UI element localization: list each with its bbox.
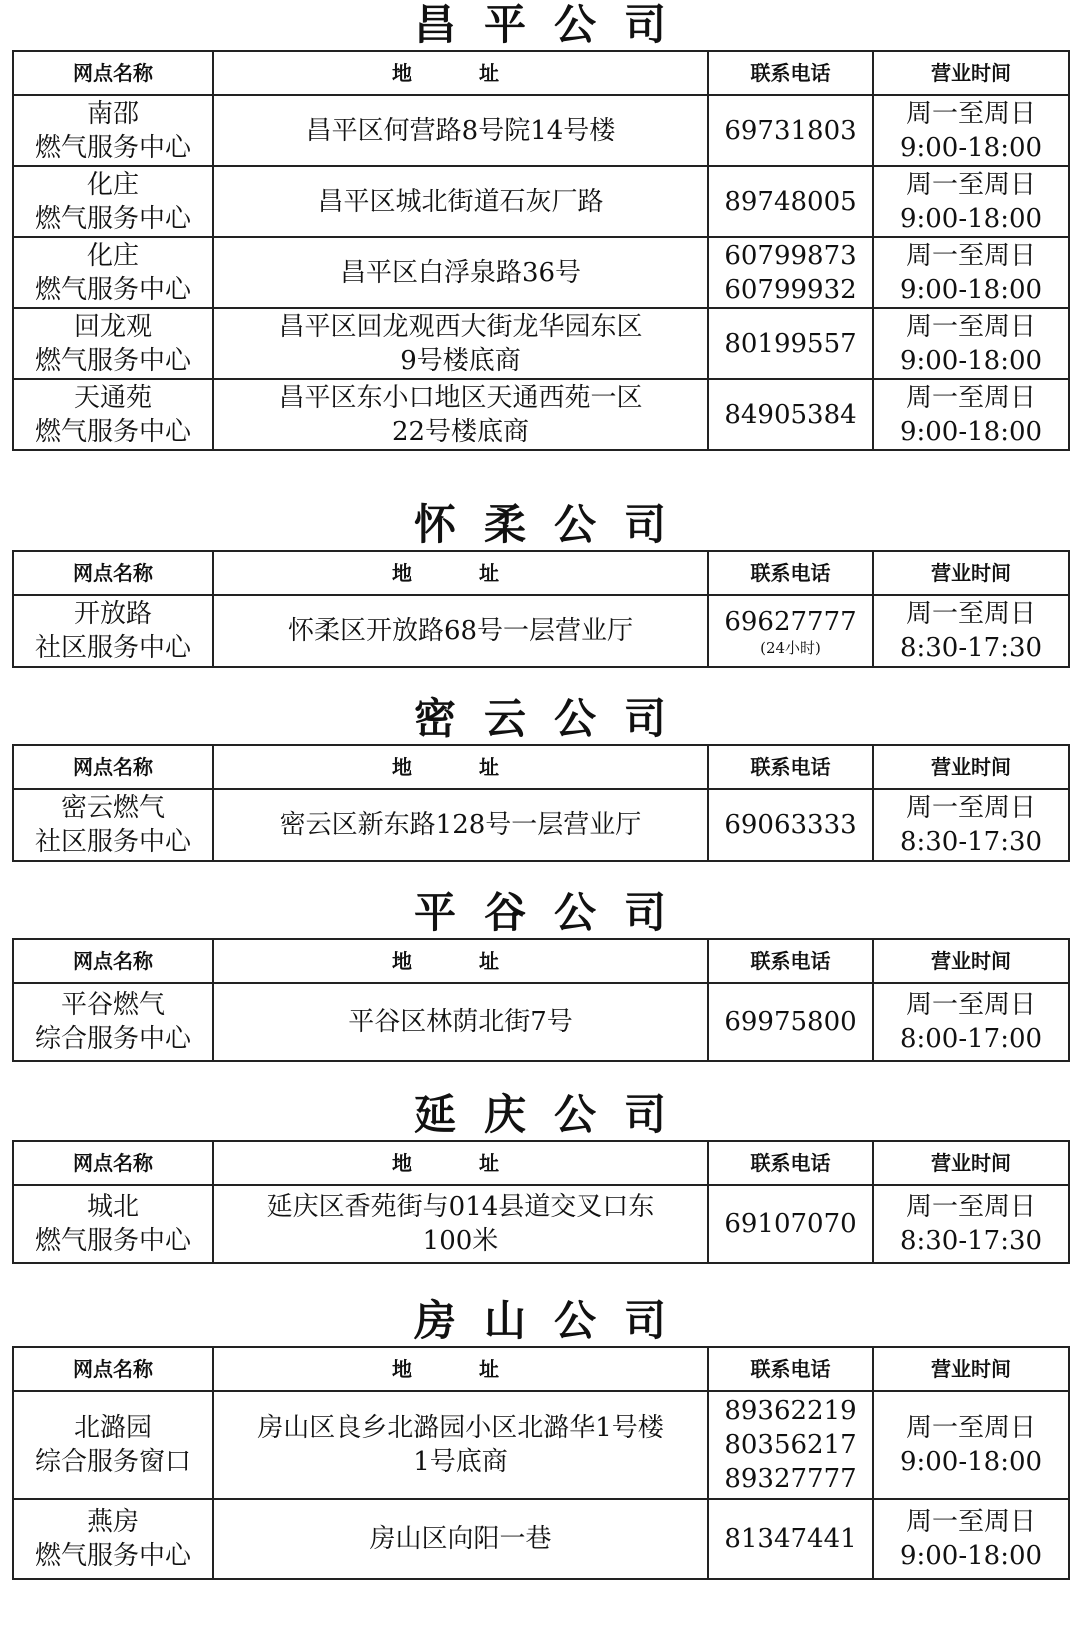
section-title: 平谷公司 <box>413 888 694 937</box>
branch-hours: 周一至周日 9:00-18:00 <box>873 237 1069 308</box>
section-title: 怀柔公司 <box>413 500 694 549</box>
branch-address: 密云区新东路128号一层营业厅 <box>213 789 708 861</box>
header-hours: 营业时间 <box>873 1347 1069 1391</box>
header-address: 地 址 <box>213 551 708 595</box>
phone-note: (24小时) <box>760 639 821 657</box>
branch-address: 房山区向阳一巷 <box>213 1499 708 1579</box>
branch-phone: 60799873 60799932 <box>708 237 873 308</box>
header-address: 地 址 <box>213 1141 708 1185</box>
header-row <box>13 51 1069 95</box>
header-address: 地 址 <box>213 1347 708 1391</box>
header-name: 网点名称 <box>13 939 213 983</box>
table-row <box>13 983 1069 1061</box>
branch-name: 化庄 燃气服务中心 <box>13 166 213 237</box>
table-row <box>13 237 1069 308</box>
header-name: 网点名称 <box>13 51 213 95</box>
branch-address: 房山区良乡北潞园小区北潞华1号楼 1号底商 <box>213 1391 708 1499</box>
header-phone: 联系电话 <box>708 1347 873 1391</box>
header-name: 网点名称 <box>13 551 213 595</box>
branch-phone: 81347441 <box>708 1499 873 1579</box>
branch-table <box>12 744 1070 862</box>
table-row <box>13 1391 1069 1499</box>
branch-address: 昌平区白浮泉路36号 <box>213 237 708 308</box>
branch-address: 怀柔区开放路68号一层营业厅 <box>213 595 708 667</box>
branch-hours: 周一至周日 8:30-17:30 <box>873 595 1069 667</box>
header-name: 网点名称 <box>13 1347 213 1391</box>
section-yanqing <box>12 1090 1068 1264</box>
header-hours: 营业时间 <box>873 1141 1069 1185</box>
branch-name: 回龙观 燃气服务中心 <box>13 308 213 379</box>
branch-phone: 69063333 <box>708 789 873 861</box>
branch-table <box>12 938 1070 1062</box>
section-title: 房山公司 <box>413 1296 694 1345</box>
branch-phone: 69627777 (24小时) <box>708 595 873 667</box>
branch-hours: 周一至周日 8:30-17:30 <box>873 1185 1069 1263</box>
header-phone: 联系电话 <box>708 939 873 983</box>
branch-name: 开放路 社区服务中心 <box>13 595 213 667</box>
branch-name: 北潞园 综合服务窗口 <box>13 1391 213 1499</box>
section-fangshan <box>12 1296 1068 1580</box>
section-title: 密云公司 <box>413 694 694 743</box>
section-title: 昌平公司 <box>413 0 694 49</box>
table-row <box>13 95 1069 166</box>
branch-hours: 周一至周日 9:00-18:00 <box>873 379 1069 450</box>
branch-phone: 84905384 <box>708 379 873 450</box>
header-name: 网点名称 <box>13 745 213 789</box>
branch-table <box>12 50 1070 451</box>
branch-hours: 周一至周日 9:00-18:00 <box>873 1391 1069 1499</box>
header-hours: 营业时间 <box>873 939 1069 983</box>
header-phone: 联系电话 <box>708 745 873 789</box>
branch-address: 昌平区回龙观西大街龙华园东区 9号楼底商 <box>213 308 708 379</box>
branch-hours: 周一至周日 9:00-18:00 <box>873 95 1069 166</box>
section-title: 延庆公司 <box>413 1090 694 1139</box>
branch-name: 南邵 燃气服务中心 <box>13 95 213 166</box>
branch-name: 化庄 燃气服务中心 <box>13 237 213 308</box>
branch-phone: 69975800 <box>708 983 873 1061</box>
branch-hours: 周一至周日 9:00-18:00 <box>873 166 1069 237</box>
header-row <box>13 551 1069 595</box>
branch-table <box>12 1140 1070 1264</box>
branch-address: 昌平区东小口地区天通西苑一区 22号楼底商 <box>213 379 708 450</box>
branch-table <box>12 1346 1070 1580</box>
branch-address: 昌平区何营路8号院14号楼 <box>213 95 708 166</box>
section-pinggu <box>12 888 1068 1062</box>
branch-name: 燕房 燃气服务中心 <box>13 1499 213 1579</box>
branch-name: 密云燃气 社区服务中心 <box>13 789 213 861</box>
header-row <box>13 1347 1069 1391</box>
branch-name: 平谷燃气 综合服务中心 <box>13 983 213 1061</box>
table-row <box>13 166 1069 237</box>
branch-hours: 周一至周日 8:00-17:00 <box>873 983 1069 1061</box>
header-address: 地 址 <box>213 51 708 95</box>
branch-hours: 周一至周日 8:30-17:30 <box>873 789 1069 861</box>
section-huairou <box>12 500 1068 668</box>
table-row <box>13 379 1069 450</box>
header-name: 网点名称 <box>13 1141 213 1185</box>
header-row <box>13 939 1069 983</box>
header-phone: 联系电话 <box>708 51 873 95</box>
branch-phone: 89748005 <box>708 166 873 237</box>
header-hours: 营业时间 <box>873 745 1069 789</box>
branch-phone: 69107070 <box>708 1185 873 1263</box>
header-row <box>13 1141 1069 1185</box>
branch-hours: 周一至周日 9:00-18:00 <box>873 1499 1069 1579</box>
section-miyun <box>12 694 1068 862</box>
branch-table <box>12 550 1070 668</box>
branch-address: 延庆区香苑街与014县道交叉口东 100米 <box>213 1185 708 1263</box>
header-phone: 联系电话 <box>708 551 873 595</box>
header-phone: 联系电话 <box>708 1141 873 1185</box>
table-row <box>13 595 1069 667</box>
branch-name: 天通苑 燃气服务中心 <box>13 379 213 450</box>
table-row <box>13 1499 1069 1579</box>
branch-phone: 80199557 <box>708 308 873 379</box>
header-row <box>13 745 1069 789</box>
branch-address: 平谷区林荫北街7号 <box>213 983 708 1061</box>
table-row <box>13 1185 1069 1263</box>
branch-address: 昌平区城北街道石灰厂路 <box>213 166 708 237</box>
branch-name: 城北 燃气服务中心 <box>13 1185 213 1263</box>
branch-hours: 周一至周日 9:00-18:00 <box>873 308 1069 379</box>
branch-phone: 69731803 <box>708 95 873 166</box>
table-row <box>13 789 1069 861</box>
section-changping <box>12 0 1068 451</box>
header-address: 地 址 <box>213 939 708 983</box>
table-row <box>13 308 1069 379</box>
header-hours: 营业时间 <box>873 551 1069 595</box>
header-hours: 营业时间 <box>873 51 1069 95</box>
branch-phone: 89362219 80356217 89327777 <box>708 1391 873 1499</box>
header-address: 地 址 <box>213 745 708 789</box>
